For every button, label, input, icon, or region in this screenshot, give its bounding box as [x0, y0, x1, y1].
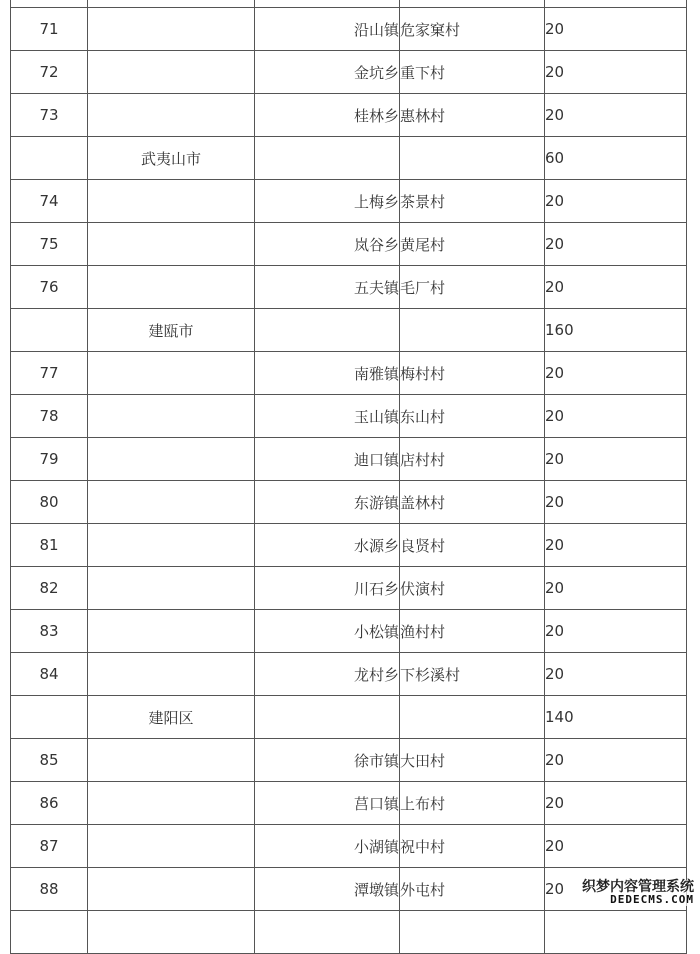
county-cell — [88, 653, 255, 696]
county-cell — [88, 825, 255, 868]
watermark-text-en: DEDECMS.COM — [582, 894, 694, 906]
amount-cell: 20 — [545, 395, 687, 438]
row-number-cell: 73 — [11, 94, 88, 137]
county-cell — [88, 0, 255, 8]
township-cell: 龙村乡 — [255, 653, 400, 696]
amount-cell — [545, 0, 687, 8]
township-cell: 水源乡 — [255, 524, 400, 567]
county-cell — [88, 94, 255, 137]
village-cell: 盖林村 — [400, 481, 545, 524]
village-cell: 上布村 — [400, 782, 545, 825]
row-number-cell: 71 — [11, 8, 88, 51]
township-cell — [255, 309, 400, 352]
township-cell — [255, 0, 400, 8]
table-row — [11, 51, 687, 94]
township-cell: 莒口镇 — [255, 782, 400, 825]
amount-cell: 60 — [545, 137, 687, 180]
row-number-cell: 85 — [11, 739, 88, 782]
table-row — [11, 395, 687, 438]
village-cell: 重下村 — [400, 51, 545, 94]
township-cell — [255, 137, 400, 180]
village-cell: 良贤村 — [400, 524, 545, 567]
row-number-cell: 82 — [11, 567, 88, 610]
township-cell: 沿山镇 — [255, 8, 400, 51]
row-number-cell — [11, 137, 88, 180]
village-cell — [400, 137, 545, 180]
county-cell — [88, 911, 255, 954]
village-cell: 黄尾村 — [400, 223, 545, 266]
table-row — [11, 0, 687, 8]
village-cell: 危家窠村 — [400, 8, 545, 51]
table-row — [11, 438, 687, 481]
county-cell — [88, 524, 255, 567]
township-cell: 小湖镇 — [255, 825, 400, 868]
table-row — [11, 94, 687, 137]
village-cell — [400, 911, 545, 954]
amount-cell: 20 — [545, 8, 687, 51]
village-cell: 店村村 — [400, 438, 545, 481]
county-cell — [88, 567, 255, 610]
amount-cell: 20 — [545, 610, 687, 653]
amount-cell: 20 — [545, 567, 687, 610]
table-row — [11, 266, 687, 309]
row-number-cell: 72 — [11, 51, 88, 94]
table-row — [11, 782, 687, 825]
row-number-cell: 88 — [11, 868, 88, 911]
county-cell — [88, 395, 255, 438]
township-cell: 五夫镇 — [255, 266, 400, 309]
county-cell: 建阳区 — [88, 696, 255, 739]
row-number-cell — [11, 911, 88, 954]
amount-cell: 20 — [545, 51, 687, 94]
county-cell: 建瓯市 — [88, 309, 255, 352]
row-number-cell: 84 — [11, 653, 88, 696]
amount-cell: 20 — [545, 266, 687, 309]
county-cell — [88, 266, 255, 309]
table-body — [11, 0, 687, 954]
county-cell — [88, 8, 255, 51]
township-cell: 南雅镇 — [255, 352, 400, 395]
amount-cell: 20 — [545, 94, 687, 137]
row-number-cell: 80 — [11, 481, 88, 524]
table-row — [11, 180, 687, 223]
township-cell: 东游镇 — [255, 481, 400, 524]
amount-cell: 20 — [545, 438, 687, 481]
township-cell: 徐市镇 — [255, 739, 400, 782]
village-cell: 茶景村 — [400, 180, 545, 223]
amount-cell: 160 — [545, 309, 687, 352]
row-number-cell: 76 — [11, 266, 88, 309]
township-cell: 桂林乡 — [255, 94, 400, 137]
township-cell: 潭墩镇 — [255, 868, 400, 911]
row-number-cell: 79 — [11, 438, 88, 481]
row-number-cell: 83 — [11, 610, 88, 653]
table-row — [11, 481, 687, 524]
table-row — [11, 223, 687, 266]
county-cell — [88, 868, 255, 911]
county-cell — [88, 610, 255, 653]
township-cell — [255, 696, 400, 739]
village-cell: 梅村村 — [400, 352, 545, 395]
amount-cell: 20 — [545, 180, 687, 223]
table-row — [11, 825, 687, 868]
row-number-cell: 77 — [11, 352, 88, 395]
village-cell: 东山村 — [400, 395, 545, 438]
table-row — [11, 610, 687, 653]
village-cell: 祝中村 — [400, 825, 545, 868]
village-cell: 外屯村 — [400, 868, 545, 911]
amount-cell: 20 — [545, 739, 687, 782]
county-cell — [88, 739, 255, 782]
village-cell: 毛厂村 — [400, 266, 545, 309]
county-cell — [88, 481, 255, 524]
county-cell — [88, 782, 255, 825]
amount-cell: 20 — [545, 223, 687, 266]
county-cell — [88, 438, 255, 481]
village-cell — [400, 309, 545, 352]
township-cell: 金坑乡 — [255, 51, 400, 94]
county-cell — [88, 51, 255, 94]
amount-cell: 20 — [545, 782, 687, 825]
county-cell — [88, 223, 255, 266]
county-subtotal-row — [11, 137, 687, 180]
row-number-cell — [11, 696, 88, 739]
table-row — [11, 868, 687, 911]
county-cell: 武夷山市 — [88, 137, 255, 180]
table-row — [11, 352, 687, 395]
county-cell — [88, 352, 255, 395]
table-row — [11, 524, 687, 567]
township-cell: 川石乡 — [255, 567, 400, 610]
row-number-cell: 78 — [11, 395, 88, 438]
township-cell: 上梅乡 — [255, 180, 400, 223]
amount-cell: 20 — [545, 524, 687, 567]
row-number-cell: 86 — [11, 782, 88, 825]
row-number-cell: 81 — [11, 524, 88, 567]
township-cell — [255, 911, 400, 954]
watermark-text-cn: 织梦内容管理系统 — [582, 878, 694, 895]
table-row — [11, 653, 687, 696]
village-cell — [400, 0, 545, 8]
village-cell: 渔村村 — [400, 610, 545, 653]
county-subtotal-row — [11, 696, 687, 739]
amount-cell: 20 — [545, 825, 687, 868]
township-cell: 玉山镇 — [255, 395, 400, 438]
village-cell: 惠林村 — [400, 94, 545, 137]
village-cell: 大田村 — [400, 739, 545, 782]
amount-cell: 140 — [545, 696, 687, 739]
table-row — [11, 567, 687, 610]
village-cell: 伏演村 — [400, 567, 545, 610]
amount-cell: 20 — [545, 481, 687, 524]
township-cell: 小松镇 — [255, 610, 400, 653]
amount-cell: 20 — [545, 868, 687, 911]
row-number-cell: 87 — [11, 825, 88, 868]
row-number-cell — [11, 309, 88, 352]
row-number-cell — [11, 0, 88, 8]
county-subtotal-row — [11, 309, 687, 352]
amount-cell: 20 — [545, 653, 687, 696]
table-row — [11, 739, 687, 782]
village-cell: 下杉溪村 — [400, 653, 545, 696]
village-cell — [400, 696, 545, 739]
row-number-cell: 74 — [11, 180, 88, 223]
county-cell — [88, 180, 255, 223]
table-row — [11, 8, 687, 51]
amount-cell: 20 — [545, 352, 687, 395]
allocation-table — [10, 0, 687, 954]
amount-cell — [545, 911, 687, 954]
row-number-cell: 75 — [11, 223, 88, 266]
township-cell: 迪口镇 — [255, 438, 400, 481]
table-row — [11, 911, 687, 954]
township-cell: 岚谷乡 — [255, 223, 400, 266]
